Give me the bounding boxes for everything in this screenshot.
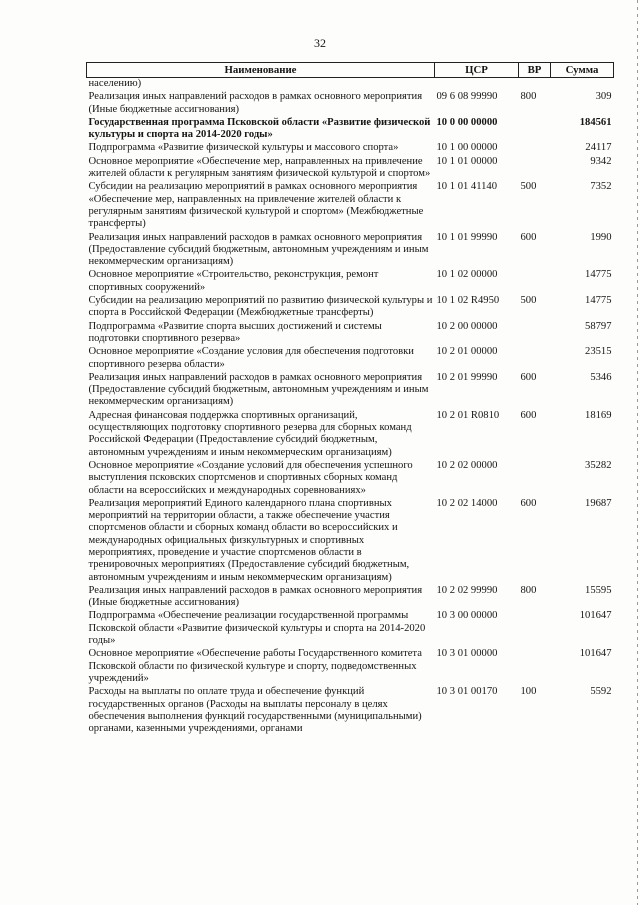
cell-sum: 24117 xyxy=(585,142,612,154)
cell-csr: 10 2 01 R0810 xyxy=(436,409,500,421)
table-row xyxy=(87,91,614,117)
cell-name: Субсидии на реализацию мероприятий в рамках основного мероприятия «Обеспечение мер, направленных на привлечение жителей области к регулярным занятиям физической культурой и спортом» (Межбюджетные трансферты) xyxy=(88,181,424,230)
table-row xyxy=(87,295,614,321)
cell-name: Адресная финансовая поддержка спортивных организаций, осуществляющих подготовку спортивного резерва для сборных команд Российской Федерации (Предоставление субсидий бюджетным, автономным учреждениям и иным некоммерческим организациям) xyxy=(88,409,412,458)
header-vr: ВР xyxy=(519,63,551,78)
cell-sum: 19687 xyxy=(585,497,612,509)
cell-vr: 800 xyxy=(520,584,537,596)
table-row xyxy=(87,460,614,498)
cell-name: населению) xyxy=(88,78,142,89)
cell-sum: 23515 xyxy=(585,346,612,358)
cell-sum: 5592 xyxy=(590,686,612,698)
cell-vr: 500 xyxy=(520,181,537,193)
cell-csr: 10 2 02 00000 xyxy=(436,459,498,471)
cell-vr xyxy=(519,78,551,92)
cell-sum: 14775 xyxy=(585,295,612,307)
cell-vr xyxy=(519,269,551,295)
cell-name: Основное мероприятие «Строительство, реконструкция, ремонт спортивных сооружений» xyxy=(88,269,379,293)
table-row xyxy=(87,610,614,648)
table-row xyxy=(87,585,614,611)
cell-csr: 10 1 01 00000 xyxy=(436,155,498,167)
table-row xyxy=(87,686,614,736)
table-row xyxy=(87,78,614,92)
cell-sum: 1990 xyxy=(590,231,612,243)
cell-csr: 10 1 02 00000 xyxy=(436,269,498,281)
cell-name: Реализация мероприятий Единого календарного плана спортивных мероприятий на территории области, а также обеспечение участия спортсменов области и сборных команд области во всероссийских и международных официальных физкультурных и спортивных мероприятиях, проведение и участие спортсменов области в тренировочных мероприятиях (Предоставление субсидий бюджетным, автономным учреждениям и иным некоммерческим организациям) xyxy=(88,497,410,583)
cell-csr: 10 2 01 99990 xyxy=(436,371,498,383)
header-sum: Сумма xyxy=(551,63,614,78)
header-csr: ЦСР xyxy=(435,63,519,78)
cell-vr: 800 xyxy=(520,91,537,103)
cell-vr: 600 xyxy=(520,409,537,421)
cell-csr: 10 3 00 00000 xyxy=(436,610,498,622)
cell-csr: 09 6 08 99990 xyxy=(436,91,498,103)
cell-vr xyxy=(519,156,551,182)
cell-name: Основное мероприятие «Создание условия для обеспечения подготовки спортивного резерва области» xyxy=(88,346,414,370)
cell-name: Реализация иных направлений расходов в рамках основного мероприятия (Предоставление субсидий бюджетным, автономным учреждениям и иным некоммерческим организациям) xyxy=(88,231,429,268)
cell-csr: 10 1 00 00000 xyxy=(436,142,498,154)
cell-vr xyxy=(519,460,551,498)
table-row xyxy=(87,321,614,347)
cell-name: Подпрограмма «Развитие спорта высших достижений и системы подготовки спортивного резерва» xyxy=(88,320,382,344)
scan-edge xyxy=(637,0,638,905)
cell-name: Расходы на выплаты по оплате труда и обеспечение функций государственных органов (Расходы на выплаты персоналу в целях обеспечения выполнения функций государственными (муниципальными) органами, казенными учреждениями, органами xyxy=(88,686,422,735)
cell-csr: 10 1 02 R4950 xyxy=(436,295,500,307)
cell-sum: 184561 xyxy=(579,116,612,128)
table-body xyxy=(87,78,614,737)
cell-sum: 309 xyxy=(595,91,612,103)
cell-name: Подпрограмма «Обеспечение реализации государственной программы Псковской области «Развитие физической культуры и спорта на 2014-2020 годы» xyxy=(88,610,426,647)
cell-sum: 14775 xyxy=(585,269,612,281)
cell-csr: 10 3 01 00170 xyxy=(436,686,498,698)
cell-csr: 10 1 01 99990 xyxy=(436,231,498,243)
cell-name: Основное мероприятие «Обеспечение мер, направленных на привлечение жителей области к регулярным занятиям физической культурой и спортом» xyxy=(88,155,431,180)
table-row xyxy=(87,269,614,295)
budget-table xyxy=(86,62,614,736)
cell-vr: 500 xyxy=(520,295,537,307)
cell-csr: 10 3 01 00000 xyxy=(436,648,498,660)
cell-csr: 10 2 02 99990 xyxy=(436,584,498,596)
cell-vr xyxy=(519,142,551,155)
table-row xyxy=(87,346,614,372)
cell-sum: 9342 xyxy=(590,155,612,167)
cell-sum xyxy=(551,78,614,92)
table-row xyxy=(87,232,614,270)
cell-vr: 600 xyxy=(520,371,537,383)
cell-csr: 10 2 02 14000 xyxy=(436,497,498,509)
table-row xyxy=(87,410,614,460)
cell-name: Реализация иных направлений расходов в рамках основного мероприятия (Предоставление субсидий бюджетным, автономным учреждениям и иным некоммерческим организациям) xyxy=(88,371,429,408)
table-row xyxy=(87,498,614,585)
cell-vr: 600 xyxy=(520,497,537,509)
cell-vr xyxy=(519,610,551,648)
header-name: Наименование xyxy=(87,63,435,78)
table-row xyxy=(87,181,614,231)
cell-name: Государственная программа Псковской области «Развитие физической культуры и спорта на 2014-2020 годы» xyxy=(88,116,431,141)
cell-name: Основное мероприятие «Обеспечение работы Государственного комитета Псковской области по физической культуре и спорту, подведомственных учреждений» xyxy=(88,648,422,684)
cell-sum: 35282 xyxy=(585,459,612,471)
cell-sum: 18169 xyxy=(585,409,612,421)
cell-sum: 101647 xyxy=(579,648,612,660)
cell-csr: 10 2 01 00000 xyxy=(436,346,498,358)
cell-vr: 600 xyxy=(520,231,537,243)
cell-vr xyxy=(519,117,551,143)
cell-csr: 10 2 00 00000 xyxy=(436,320,498,332)
cell-vr xyxy=(519,321,551,347)
cell-csr: 10 1 01 41140 xyxy=(436,181,498,193)
cell-sum: 15595 xyxy=(585,584,612,596)
cell-name: Реализация иных направлений расходов в рамках основного мероприятия (Иные бюджетные ассигнования) xyxy=(88,91,423,115)
cell-sum: 7352 xyxy=(590,181,612,193)
cell-name: Основное мероприятие «Создание условий для обеспечения успешного выступления псковских спортсменов и спортивных сборных команд области на всероссийских и международных соревнованиях» xyxy=(88,459,413,496)
table-row xyxy=(87,372,614,410)
cell-name: Подпрограмма «Развитие физической культуры и массового спорта» xyxy=(88,142,399,154)
cell-name: Субсидии на реализацию мероприятий по развитию физической культуры и спорта в Российской Федерации (Межбюджетные трансферты) xyxy=(88,295,433,319)
cell-csr: 10 0 00 00000 xyxy=(436,116,498,128)
cell-sum: 58797 xyxy=(585,320,612,332)
cell-sum: 101647 xyxy=(579,610,612,622)
cell-vr xyxy=(519,648,551,686)
table-row xyxy=(87,117,614,143)
table-row xyxy=(87,156,614,182)
page-number: 32 xyxy=(314,36,326,50)
cell-vr: 100 xyxy=(520,686,537,698)
cell-name: Реализация иных направлений расходов в рамках основного мероприятия (Иные бюджетные ассигнования) xyxy=(88,584,423,609)
table-header-row xyxy=(87,63,614,78)
table-row xyxy=(87,142,614,155)
table-row xyxy=(87,648,614,686)
cell-sum: 5346 xyxy=(590,371,612,383)
cell-csr xyxy=(435,78,519,92)
cell-vr xyxy=(519,346,551,372)
